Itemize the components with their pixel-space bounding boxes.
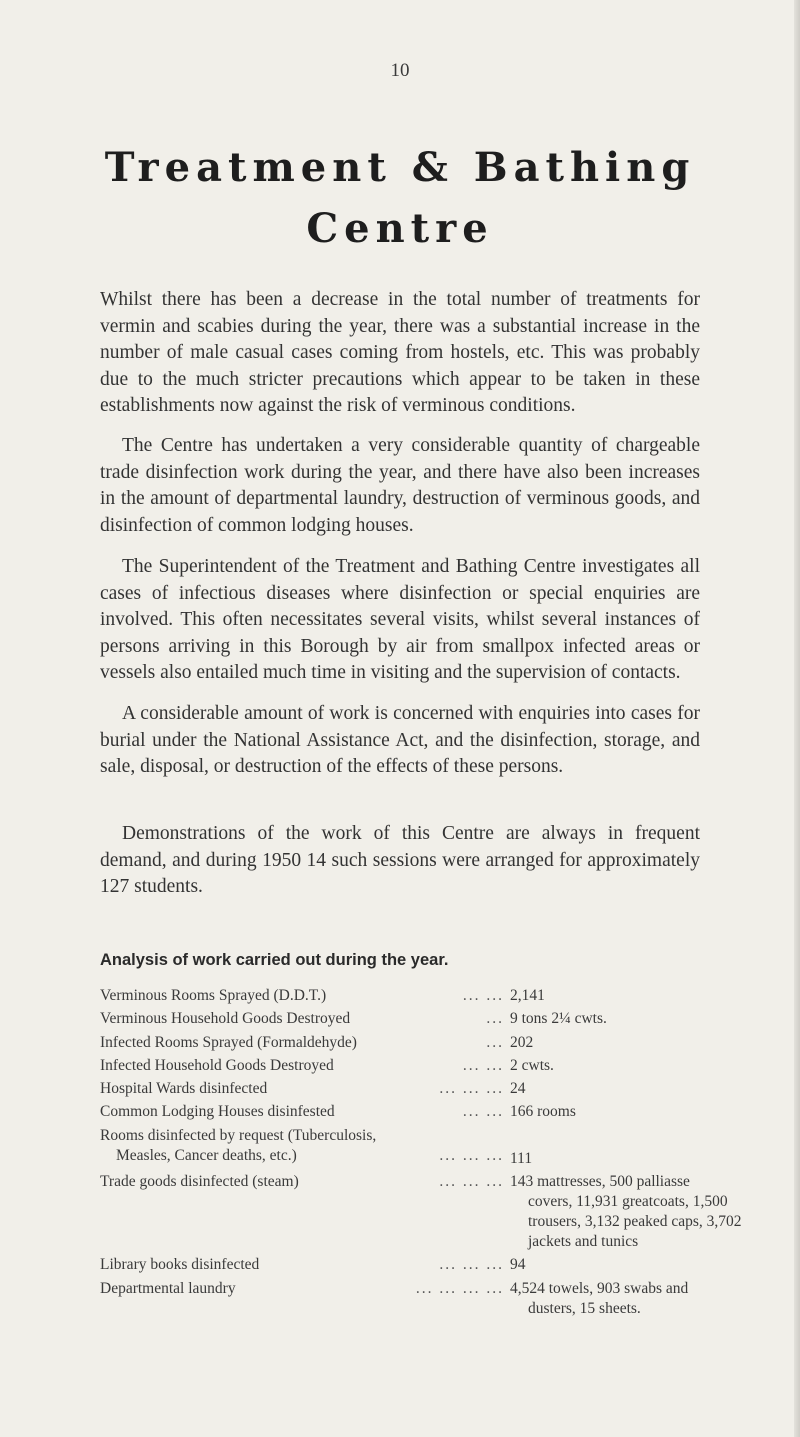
- page-number: 10: [390, 60, 410, 81]
- row-label: Infected Rooms Sprayed (Formaldehyde): [100, 1033, 357, 1051]
- table-row: [100, 1126, 760, 1169]
- row-value: 9 tons 2¼ cwts.: [510, 1010, 607, 1028]
- leader-dots: ... ... ...: [439, 1080, 504, 1098]
- table-row: [100, 1079, 760, 1099]
- row-label: Departmental laundry: [100, 1279, 236, 1297]
- row-value: 2 cwts.: [510, 1056, 554, 1074]
- leader-dots: ... ... ...: [439, 1173, 504, 1191]
- row-value: 2,141: [510, 987, 545, 1004]
- leader-dots: ... ... ...: [439, 1256, 504, 1274]
- table-row: [100, 1172, 760, 1252]
- leader-dots: ...: [486, 1010, 504, 1028]
- paragraph-2: The Centre has undertaken a very considerable quantity of chargeable trade disinfection work during the year, and there have also been increases in the amount of departmental laundry, destruction of verminous goods, and disinfection of common lodging houses.: [100, 435, 700, 536]
- row-value: 143 mattresses, 500 palliasse: [510, 1173, 690, 1191]
- leader-dots: ... ...: [462, 987, 504, 1004]
- table-row: [100, 1033, 760, 1053]
- paragraph-4: A considerable amount of work is concerned with enquiries into cases for burial under the National Assistance Act, and the disinfection, storage, and sale, disposal, or destruction of the effects of these persons.: [100, 703, 700, 777]
- leader-dots: ... ...: [462, 1056, 504, 1074]
- row-label: Verminous Household Goods Destroyed: [100, 1010, 351, 1028]
- analysis-table: [100, 986, 760, 1322]
- row-value: 202: [510, 1033, 534, 1051]
- table-row: [100, 986, 760, 1006]
- row-label: Infected Household Goods Destroyed: [100, 1056, 334, 1074]
- paragraph-1: Whilst there has been a decrease in the total number of treatments for vermin and scabies during the year, there was a substantial increase in the number of male casual cases coming from hostels, etc. This was probably due to the much stricter precautions which appear to be taken in these establishments now against the risk of verminous conditions.: [100, 289, 700, 416]
- leader-dots: ... ...: [462, 1103, 504, 1121]
- paragraph-5: Demonstrations of the work of this Centre are always in frequent demand, and during 1950 14 such sessions were arranged for approximately 127 students.: [100, 823, 700, 897]
- row-value-continued: covers, 11,931 greatcoats, 1,500 trousers, 3,132 peaked caps, 3,702 jackets and tunics: [528, 1193, 742, 1251]
- row-label: Hospital Wards disinfected: [100, 1080, 268, 1098]
- row-label: Common Lodging Houses disinfested: [100, 1103, 335, 1121]
- row-label: Library books disinfected: [100, 1256, 260, 1274]
- leader-dots: ...: [486, 1033, 504, 1051]
- page-title-line2: Centre: [306, 205, 494, 252]
- paragraph-3: The Superintendent of the Treatment and Bathing Centre investigates all cases of infectious diseases where disinfection or special enquiries are involved. This often necessitates several visits, whilst several instances of persons arriving in this Borough by air from smallpox infected areas or vessels also entailed much time in visiting and the supervision of contacts.: [100, 556, 700, 683]
- table-row: [100, 1255, 760, 1275]
- row-label-line2: Measles, Cancer deaths, etc.): [116, 1146, 297, 1164]
- row-value: 4,524 towels, 903 swabs and: [510, 1279, 689, 1297]
- table-row: [100, 1279, 760, 1319]
- row-value: 111: [510, 1149, 533, 1167]
- row-label: Verminous Rooms Sprayed (D.D.T.): [100, 987, 327, 1004]
- row-value: 94: [510, 1256, 526, 1274]
- row-value-continued: dusters, 15 sheets.: [528, 1299, 641, 1317]
- table-row: [100, 1056, 760, 1076]
- leader-dots: ... ... ...: [439, 1146, 504, 1164]
- row-value: 166 rooms: [510, 1103, 576, 1121]
- row-value: 24: [510, 1080, 526, 1098]
- leader-dots: ... ... ... ...: [415, 1279, 504, 1297]
- page-title: Treatment & Bathing: [104, 144, 696, 191]
- row-label: Rooms disinfected by request (Tuberculosis,: [100, 1126, 377, 1144]
- analysis-heading: Analysis of work carried out during the year.: [100, 951, 449, 969]
- page-edge-shadow: [794, 0, 800, 1437]
- table-row: [100, 1009, 760, 1029]
- row-label: Trade goods disinfected (steam): [100, 1173, 299, 1191]
- table-row: [100, 1102, 760, 1122]
